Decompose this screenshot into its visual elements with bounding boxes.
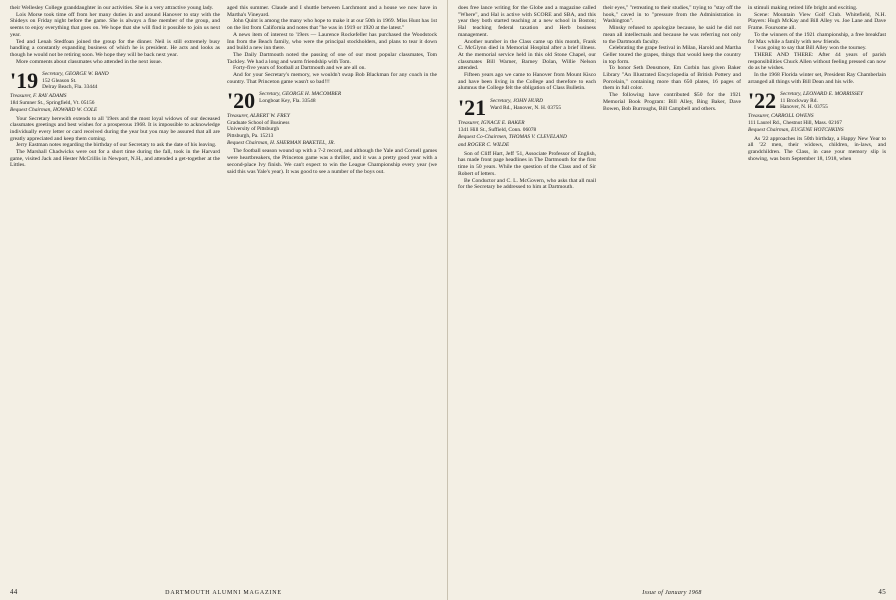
page-number: 45	[878, 588, 886, 596]
paragraph: As '22 approaches its 50th birthday, a Happy New Year to all '22 men, their widows, children, in-laws, and grandchildren. The Class, in case your memory slip is showing, was born September 18, 1918, when	[748, 135, 886, 162]
paragraph: More comments about classmates who attended in the next issue.	[16, 58, 163, 65]
paragraph: A news item of interest to '19ers — Laurence Rockefeller has purchased the Woodstock Inn from the Beach family, who were the principal stockholders, and plans to tear it down and build a new inn there.	[227, 31, 437, 52]
paragraph: Fifteen years ago we came to Hanover from Mount Kisco and have been living in the College and therefore to each alumnus the College felt the obligation of Class Bulletin.	[458, 72, 596, 92]
officer-line: Ward Rd., Hanover, N. H. 03755	[490, 104, 562, 111]
paragraph: Another number in the Class came up this month, Frank C. McGlynn died in Memorial Hospital after a brief illness. At the memorial service held in this old Stone Chapel, our classmates Bill Warner, Barney Dolan, Willie Nelson attended.	[458, 38, 596, 72]
class-1919-header	[10, 68, 220, 94]
paragraph: To the winners of the 1921 championship, a free breakfast for Max while a family with new friends.	[748, 31, 886, 45]
officer-line: 152 Gleason St.	[42, 77, 77, 84]
class-officers	[259, 91, 341, 104]
bequest-chairman: Bequest Chairman, H. SHERMAN BAKETEL, JR.	[227, 140, 335, 147]
class-1921-header	[458, 95, 596, 121]
bequest-chairman: Bequest Chairman, EUGENE HOTCHKINS	[748, 127, 844, 134]
officer-line: Treasurer, F. RAY ADAMS	[10, 93, 67, 100]
right-page	[448, 0, 896, 600]
paragraph: Son of Cliff Hart, Jeff '51, Associate Professor of English, has made front page headlines in The Dartmouth for the first time in 50 years. While the question of the Class and of Sir Robert of letters.	[458, 150, 596, 177]
officer-line: Treasurer, IGNACE E. BAKER	[458, 120, 525, 127]
paragraph: The Daily Dartmouth noted the passing of one of our most popular classmates, Tom Tackley. We had a long and warm friendship with Tom.	[227, 51, 437, 65]
officer-line: Secretary, GEORGE H. MACOMBER	[259, 91, 342, 98]
paragraph: I was going to say that Bill Alley won the tourney.	[754, 45, 867, 52]
right-column-2	[603, 5, 741, 576]
paragraph: The football season wound up with a 7-2 record, and although the Yale and Cornell games were heartbreakers, the Princeton game was a thriller, and it was a pretty good year with a second-place Ivy finish. We can't expect to win the League Championship every year (we said this was Yale's year). It was good to see a number of the boys out.	[227, 148, 437, 175]
officer-line: Treasurer, ALBERT W. FREY	[227, 113, 290, 120]
officer-line: Secretary, JOHN HURD	[490, 98, 544, 105]
bequest-chairman: Bequest Chairman, HOWARD W. COLE	[10, 107, 98, 114]
paragraph: their Wellesley College granddaughter in our activities. She is a very attractive young lady.	[10, 5, 214, 11]
class-officers-cont	[10, 93, 220, 113]
officer-line: Pittsburgh, Pa. 15213	[227, 132, 274, 139]
bequest-chairman: Bequest Co-Chairmen, THOMAS V. CLEVELAND	[458, 133, 567, 140]
running-footer: DARTMOUTH ALUMNI MAGAZINE	[165, 590, 282, 596]
issue-footer: Issue of January 1968	[642, 590, 702, 596]
right-column-1	[458, 5, 596, 576]
officer-line: Graduate School of Business	[227, 119, 290, 126]
paragraph: Lois Morse took time off from her many duties in and around Hanover to stay with the Shideys on Friday night before the game. She is always a fine member of the group, and seems to enjoy everything that goes on. We hope that she will find it possible to join us next year.	[10, 11, 220, 38]
officer-line: 111 Laurel Rd., Chestnut Hill, Mass. 02167	[748, 119, 842, 126]
paragraph: Ted and Lenah Stedfoan joined the group for the dinner. Neil is still extremely busy handling a constantly expanding business of which he is president. He acts and looks as though he would not be retiring soon. We hope they will be back next year.	[10, 38, 220, 58]
bequest-chairman-2: and ROGER C. WILDE	[458, 142, 510, 149]
paragraph: Minsky refused to apologize because, he said he did not mean all intellectuals and because he was referring not only to the Dartmouth faculty.	[603, 25, 741, 45]
class-officers	[42, 71, 109, 90]
paragraph: To honor Seth Densmore, Em Corbin has given Baker Library "An Illustrated Encyclopedia of British Pottery and Porcelain," containing more than 650 plates, 16 pages of them in full color.	[603, 65, 741, 92]
officer-line: 184 Sumner St., Springfield, Vt. 05156	[10, 99, 95, 106]
officer-line: Delray Beach, Fla. 33444	[42, 84, 98, 91]
paragraph: And for your Secretary's memory, we wouldn't swap Bob Blackman for any coach in the country. That Princeton game wasn't so bad!!!	[227, 72, 437, 85]
officer-line: Secretary, GEORGE W. BAND	[42, 71, 109, 78]
class-year: '20	[227, 88, 256, 114]
paragraph: The Marshall Chadwicks were out for a short time during the fall, took in the Harvard game, visited Jack and Hester McCrillis in Newport, N.H., and attended a get-together at the Littles.	[10, 149, 220, 169]
paragraph: does free lance writing for the Globe and a magazine called "Where", and Hal is active with SCORE and SBA, and this year they both started teaching at a new school in Boston; Hal teaching federal taxation and Herb business management.	[458, 5, 596, 38]
officer-line: 11 Brockway Rd.	[780, 97, 818, 104]
officer-line: Hanover, N. H. 03755	[780, 104, 828, 111]
right-column-3	[748, 5, 886, 576]
paragraph: In the 1968 Florida winter set, President Ray Chamberlain arranged all things with Bill Dean and his wife.	[748, 72, 886, 85]
officer-line: Treasurer, CARROLL OWENS	[748, 113, 814, 120]
paragraph: Your Secretary herewith extends to all '19ers and the most loyal widows of our deceased classmates greetings and best wishes for a prosperous 1968. It is impossible to acknowledge individually every letter or card received during the year but you may be assured that all are greatly appreciated and keep them coming.	[10, 115, 220, 142]
class-officers-cont	[458, 120, 596, 149]
paragraph: aged this summer. Claude and I shuttle between Larchmont and a house we now have in Martha's Vineyard.	[227, 5, 437, 18]
class-year: '22	[748, 88, 777, 114]
paragraph: Be Conductor and C. L. McGovern, who asks that all mail for the Secretary be addressed to him at Dartmouth.	[458, 177, 596, 191]
officer-line: University of Pittsburgh	[227, 126, 280, 133]
class-year: '19	[10, 68, 39, 94]
page-number: 44	[10, 588, 18, 596]
class-1920-header	[227, 88, 437, 114]
left-column-1	[10, 5, 220, 576]
paragraph: The following have contributed $50 for the 1921 Memorial Book Program: Bill Alley, Bing Baker, Dave Bowen, Bob Burroughs, Bill Campbell and others.	[603, 92, 741, 112]
officer-line: Secretary, LEONARD E. MORRISSEY	[780, 91, 864, 98]
class-officers-cont	[748, 113, 886, 133]
paragraph: in stimuli making retired life bright and exciting.	[748, 5, 858, 11]
officer-line: Longboat Key, Fla. 33548	[259, 97, 316, 104]
class-1922-header	[748, 88, 886, 114]
class-officers	[780, 91, 863, 110]
paragraph: Scene: Mountain View Golf Club. Whitefield, N.H. Players: Hugh McKay and Bill Alley vs. Joe Lane and Dave Frame. Foursome all.	[748, 11, 886, 32]
paragraph: John Quint is among the many who hope to make it at our 50th in 1969. Miss Hunt has 1st on the list from California and notes that "he was in 1919 or 1920 at the latest."	[227, 18, 437, 32]
officer-line: 1341 Hill St., Suffield, Conn. 06078	[458, 126, 537, 133]
paragraph: Forty-five years of football at Dartmouth and we are all on.	[233, 65, 366, 72]
class-officers-cont	[227, 113, 437, 146]
left-column-2	[227, 5, 437, 576]
class-officers	[490, 98, 561, 111]
paragraph: THERE AND THERE: After 44 years of parish responsibilities Chuck Allen without feeling pressed can now do as he wishes.	[748, 51, 886, 72]
paragraph: their eyes," "retreating to their studies," trying to "stay off the hook," caved in to "pressure from the Administration in Washington".	[603, 5, 741, 25]
paragraph: Celebrating the grape festival in Milan, Harold and Martha Geller toured the grapes, things that would keep the country in top form.	[603, 45, 741, 65]
paragraph: Jerry Eastman notes regarding the birthday of our Secretary to ask the date of his leaving.	[16, 142, 217, 149]
class-year: '21	[458, 95, 487, 121]
